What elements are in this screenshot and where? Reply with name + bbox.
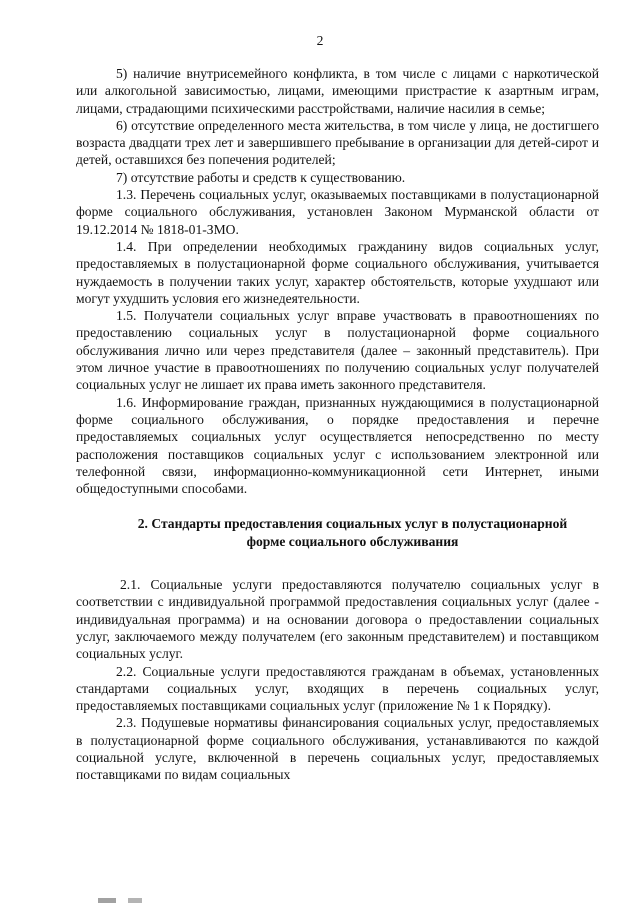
page-number: 2 [316, 33, 324, 48]
paragraph-1-5: 1.5. Получатели социальных услуг вправе участвовать в правоотношениях по предоставлению социальных услуг в полустационарной форме социального обслуживания лично или через представителя (далее – законный представитель). При этом личное участие в правоотношениях по получению социальных услуг получателей социальных услуг не лишает их права иметь законного представителя. [76, 308, 599, 393]
paragraph-1-3: 1.3. Перечень социальных услуг, оказываемых поставщиками в полустационарной форме социального обслуживания, установлен Законом Мурманской области от 19.12.2014 № 1818-01-ЗМО. [76, 187, 599, 237]
section-2-heading-line2: форме социального обслуживания [246, 533, 459, 549]
paragraph-item-6: 6) отсутствие определенного места жительства, в том числе у лица, не достигшего возраста двадцати трех лет и завершившего пребывание в организации для детей-сирот и детей, оставшихся без попечения родителей; [76, 117, 599, 168]
paragraph-item-5: 5) наличие внутрисемейного конфликта, в том числе с лицами с наркотической или алкогольной зависимостью, лицами, имеющими пристрастие к азартным играм, лицами, страдающими психическими расстройствами, наличие насилия в семье; [76, 66, 599, 116]
section-2-heading-line1: 2. Стандарты предоставления социальных услуг в полустационарной [137, 516, 568, 532]
paragraph-2-2: 2.2. Социальные услуги предоставляются гражданам в объемах, установленных стандартами социальных услуг, входящих в перечень социальных услуг, предоставляемых поставщиками социальных услуг (приложение № 1 к Порядку). [76, 663, 599, 714]
paragraph-2-1: 2.1. Социальные услуги предоставляются получателю социальных услуг в соответствии с индивидуальной программой предоставления социальных услуг (далее - индивидуальная программа) и на основании договора о предоставлении социальных услуг, заключаемого между получателем (его законным представителем) и поставщиком социальных услуг. [76, 577, 599, 662]
scan-artifact [98, 898, 160, 903]
section-2-heading [76, 515, 599, 550]
paragraph-1-6: 1.6. Информирование граждан, признанных нуждающимися в полустационарной форме социального обслуживания, о порядке предоставления и перечне предоставляемых социальных услуг осуществляется непосредственно по месту расположения поставщиков социальных услуг с использованием электронной или телефонной связи, информационно-коммуникационной сети Интернет, иными общедоступными способами. [76, 394, 599, 497]
document-body [76, 65, 599, 784]
paragraph-2-3: 2.3. Подушевые нормативы финансирования социальных услуг, предоставляемых в полустационарной форме социального обслуживания, устанавливаются по каждой социальной услуге, включенной в перечень социальных услуг, предоставляемых поставщиками по видам социальных [76, 715, 599, 783]
paragraph-item-7: 7) отсутствие работы и средств к существованию. [116, 169, 406, 185]
paragraph-1-4: 1.4. При определении необходимых гражданину видов социальных услуг, предоставляемых в полустационарной форме социального обслуживания, учитывается нуждаемость в получении таких услуг, характер обстоятельств, которые ухудшают или могут ухудшить условия его жизнедеятельности. [76, 238, 599, 306]
